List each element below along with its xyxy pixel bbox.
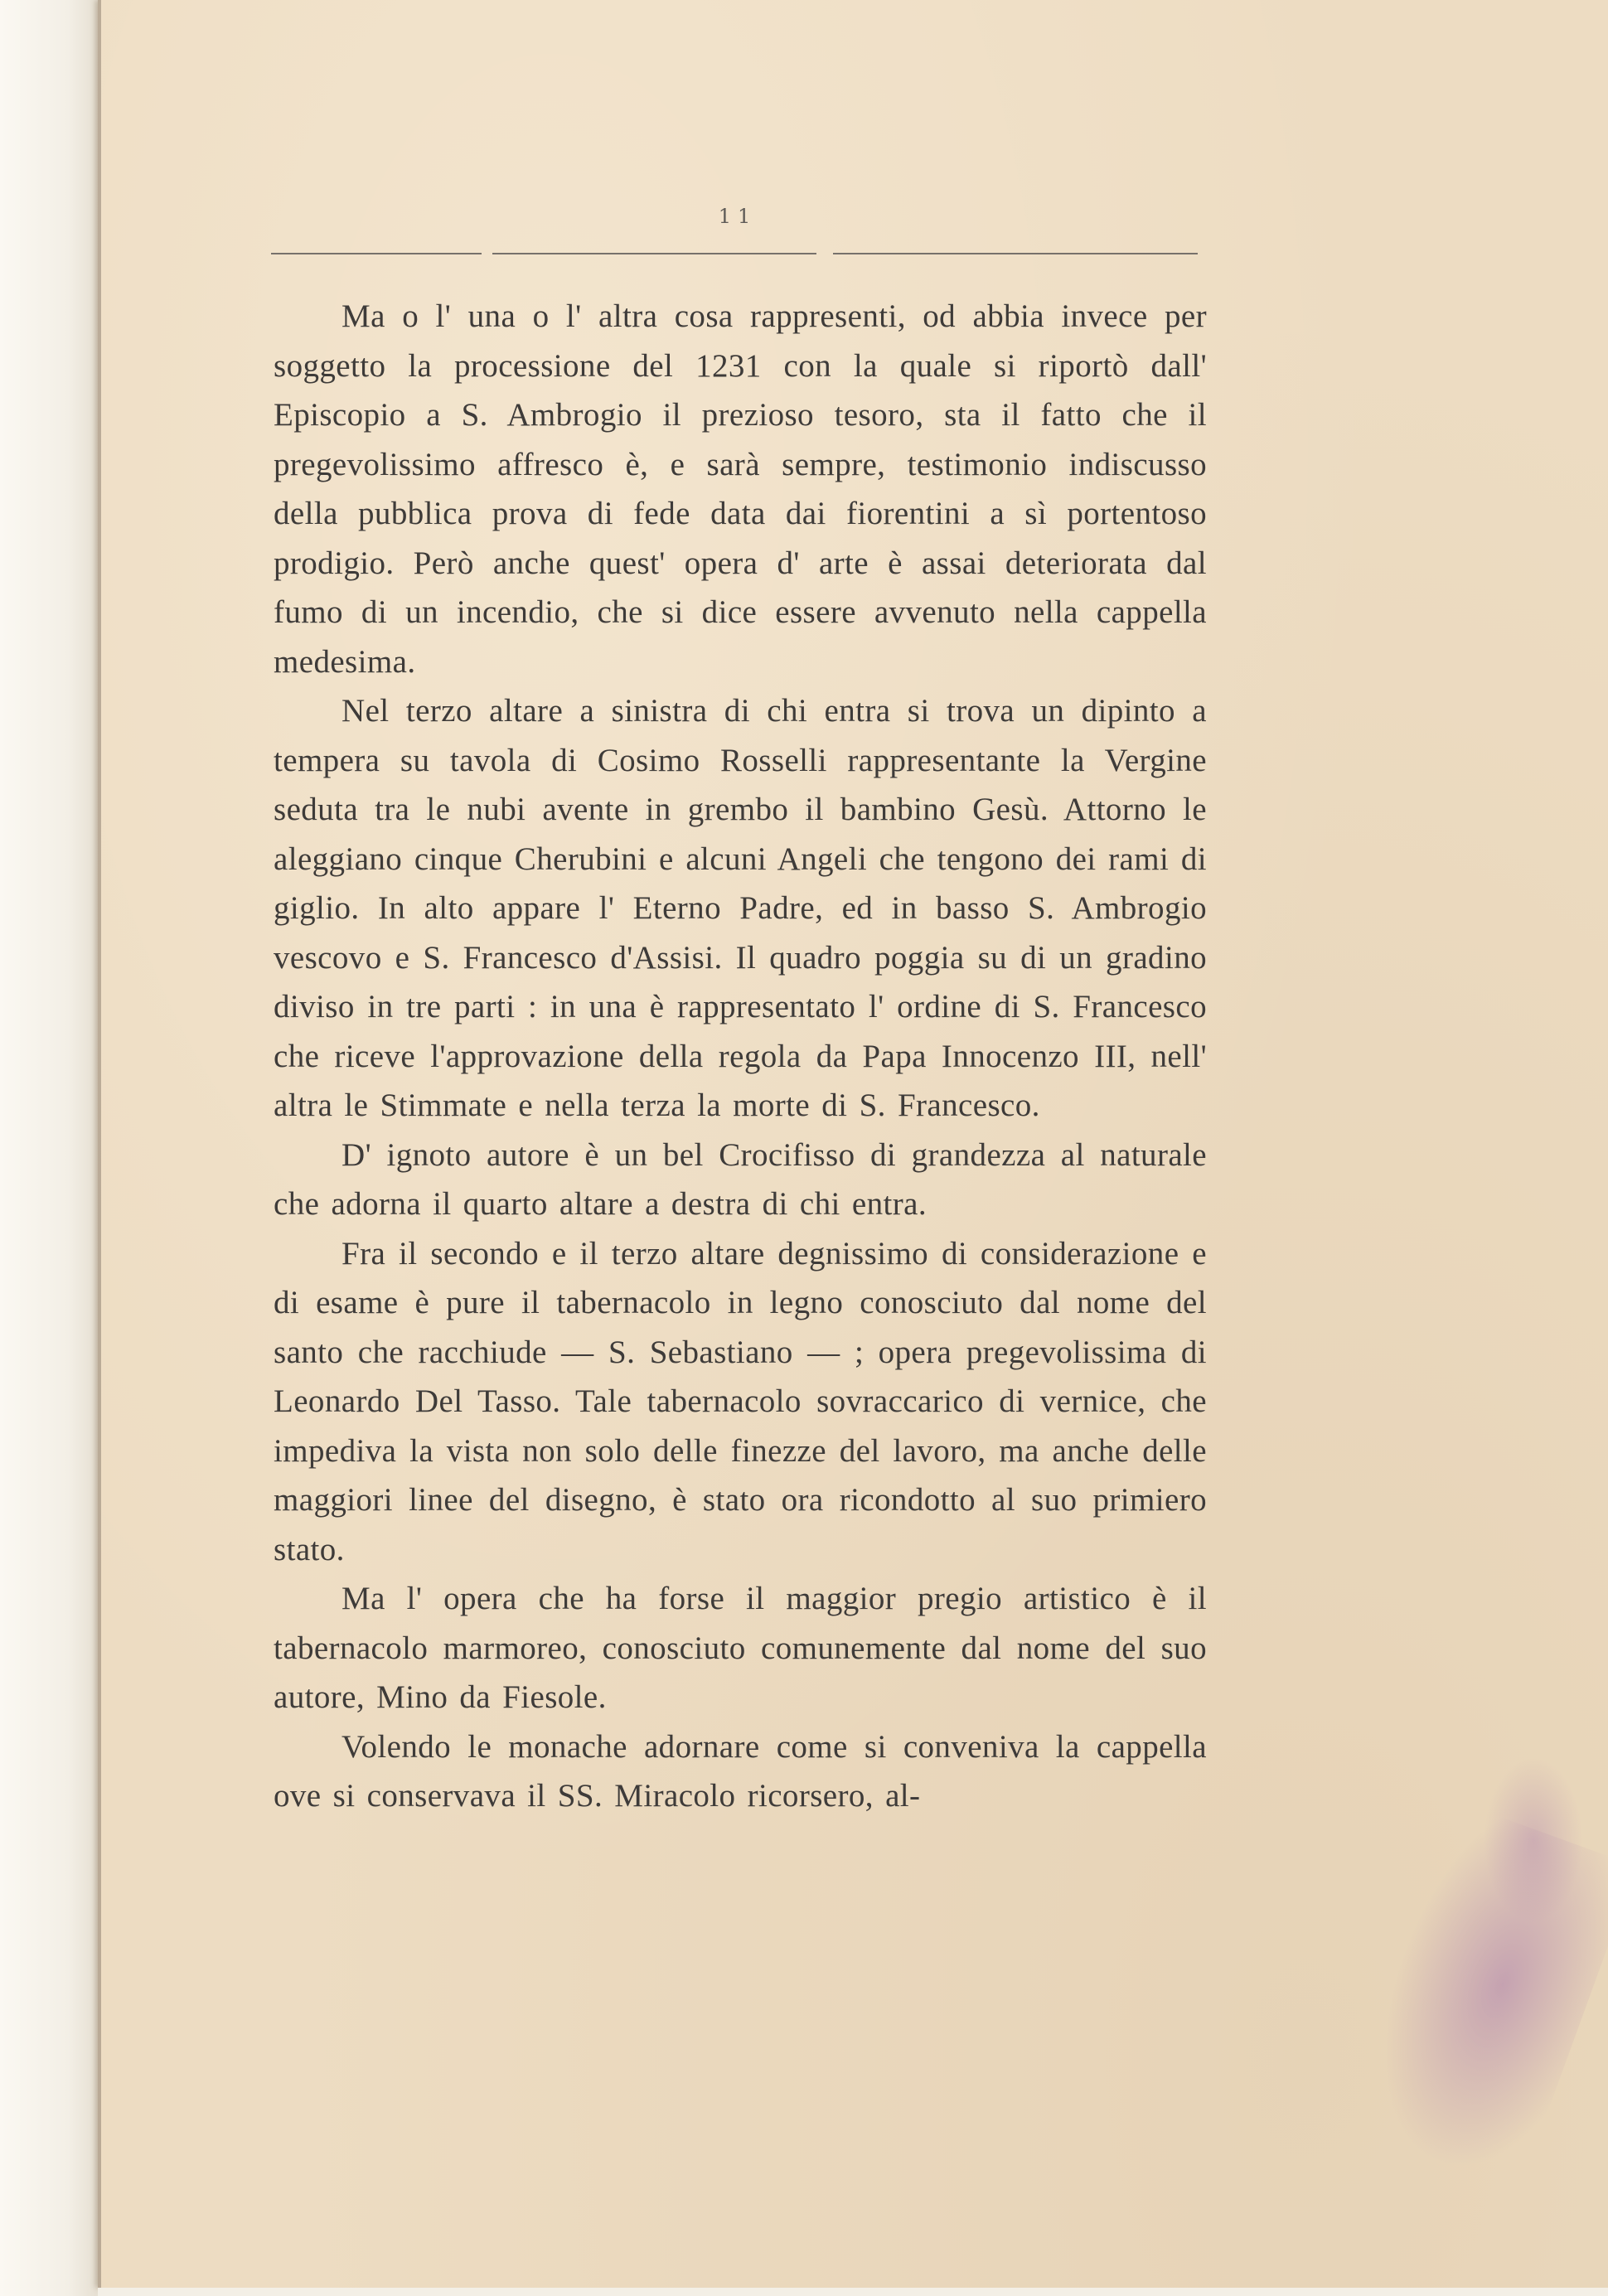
body-text [274, 292, 1207, 1821]
paragraph: D' ignoto autore è un bel Crocifisso di grandezza al naturale che adorna il quarto altare a destra di chi entra. [274, 1136, 1207, 1222]
page-binding-edge [98, 0, 101, 2296]
header-rule [833, 253, 1198, 254]
page-bottom-edge [98, 2288, 1608, 2296]
paragraph: Nel terzo altare a sinistra di chi entra si trova un dipinto a tempera su tavola di Cosimo Rosselli rappresentante la Vergine seduta tra le nubi avente in grembo il bambino Gesù. Attorno le aleggiano cinque Cherubini e alcuni Angeli che tengono dei rami di giglio. In alto appare l' Eterno Padre, ed in basso S. Ambrogio vescovo e S. Francesco d'Assisi. Il quadro poggia su di un gradino diviso in tre parti : in una è rappresentato l' ordine di S. Francesco che riceve l'approvazione della regola da Papa Innocenzo III, nell' altra le Stimmate e nella terza la morte di S. Francesco. [274, 693, 1207, 1123]
paragraph: Fra il secondo e il terzo altare degnissimo di considerazione e di esame è pure il tabernacolo in legno conosciuto dal nome del santo che racchiude — S. Sebastiano — ; opera pregevolissima di Leonardo Del Tasso. Tale tabernacolo sovraccarico di vernice, che impediva la vista non solo delle finezze del lavoro, ma anche delle maggiori linee del disegno, è stato ora ricondotto al suo primiero stato. [274, 1235, 1207, 1567]
paragraph: Ma l' opera che ha forse il maggior pregio artistico è il tabernacolo marmoreo, conosciuto comunemente dal nome del suo autore, Mino da Fiesole. [274, 1581, 1207, 1715]
page-number: 11 [718, 205, 758, 228]
facing-page-margin [0, 0, 98, 2296]
paragraph: Volendo le monache adornare come si conveniva la cappella ove si conservava il SS. Miracolo ricorsero, al- [274, 1728, 1207, 1814]
header-rule [492, 253, 816, 254]
header-rule [271, 253, 482, 254]
paragraph: Ma o l' una o l' altra cosa rappresenti, od abbia invece per soggetto la processione del 1231 con la quale si riportò dall' Episcopio a S. Ambrogio il prezioso tesoro, sta il fatto che il pregevolissimo affresco è, e sarà sempre, testimonio indiscusso della pubblica prova di fede data dai fiorentini a sì portentoso prodigio. Però anche quest' opera d' arte è assai deteriorata dal fumo di un incendio, che si dice essere avvenuto nella cappella medesima. [274, 298, 1207, 680]
